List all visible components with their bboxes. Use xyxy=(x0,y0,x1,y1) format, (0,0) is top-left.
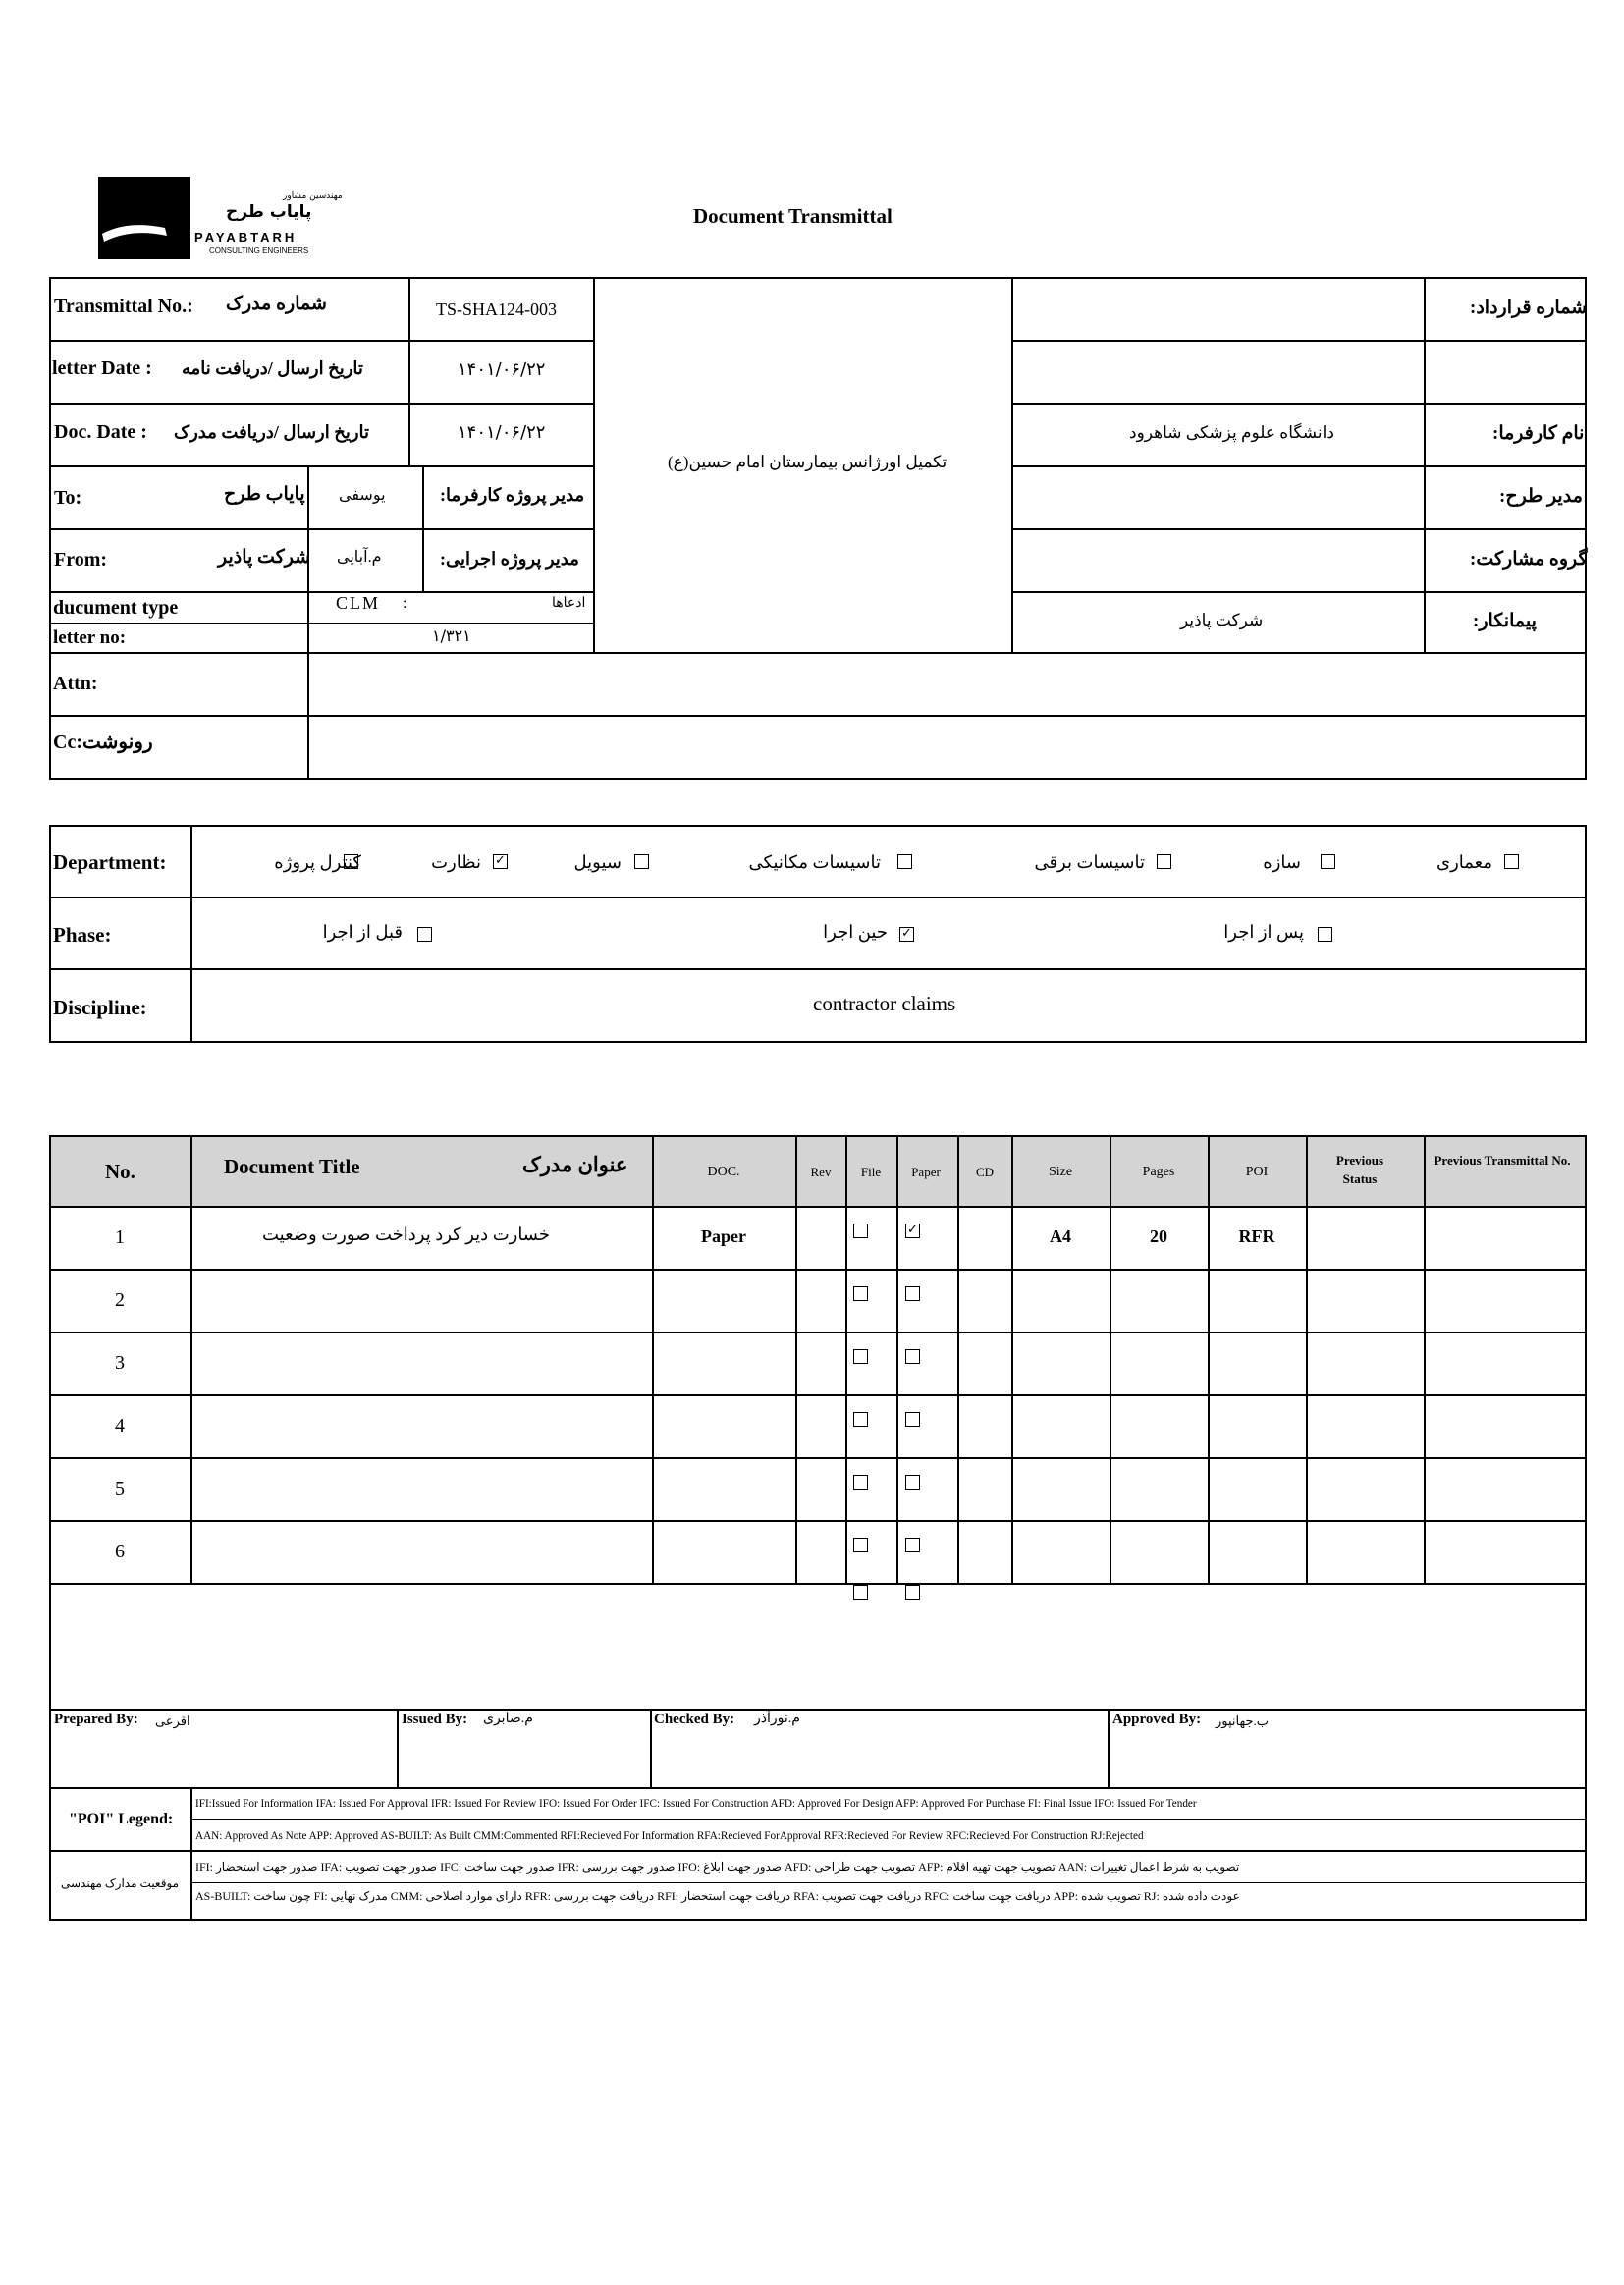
table-column-divider xyxy=(1424,1135,1426,1583)
extra-file-checkbox[interactable] xyxy=(853,1585,868,1600)
letter-date-label-fa: تاریخ ارسال /دریافت نامه xyxy=(182,358,363,378)
signature-divider xyxy=(650,1709,652,1787)
transmittal-label: Transmittal No.: xyxy=(54,296,193,317)
letter-no-value: ۱/۳۲۱ xyxy=(432,626,471,645)
th-prev-status: Previous Status xyxy=(1335,1153,1384,1186)
phase-option-label: پس از اجرا xyxy=(1223,922,1304,942)
checked-label: Checked By: xyxy=(654,1712,735,1727)
from-role: مدیر پروژه اجرایی: xyxy=(440,549,579,569)
row-number: 3 xyxy=(115,1352,125,1374)
prepared-value: اقرعی xyxy=(155,1714,190,1728)
extra-paper-checkbox[interactable] xyxy=(905,1585,920,1600)
letter-date-value: ۱۴۰۱/۰۶/۲۲ xyxy=(458,359,546,380)
row-number: 1 xyxy=(115,1226,125,1248)
legend-line-1: IFI:Issued For Information IFA: Issued For Approval IFR: Issued For Review IFO: Issued For Order IFC: Issued For Construction AFD: Approved For Design AFP: Approved For Purchase FI: Final Issue IFO: Issued For Tender xyxy=(195,1798,1197,1810)
row-file-checkbox[interactable] xyxy=(853,1286,868,1301)
table-row-divider xyxy=(49,1269,1587,1271)
department-checkbox[interactable] xyxy=(634,854,649,869)
signature-divider xyxy=(397,1709,399,1787)
logo-tagline: مهندسین مشاور xyxy=(283,191,343,201)
approved-value: ب.جهانپور xyxy=(1216,1714,1270,1728)
table-column-divider xyxy=(190,1135,192,1583)
transmittal-label-fa: شماره مدرک xyxy=(226,294,327,314)
issued-label: Issued By: xyxy=(402,1712,468,1727)
signature-divider xyxy=(1108,1709,1110,1787)
table-column-divider xyxy=(845,1135,847,1583)
row-file-checkbox[interactable] xyxy=(853,1538,868,1552)
table-column-divider xyxy=(1110,1135,1111,1583)
logo-subtitle: CONSULTING ENGINEERS xyxy=(209,246,309,255)
row-number: 5 xyxy=(115,1478,125,1499)
discipline-label: Discipline: xyxy=(53,996,147,1019)
department-label: Department: xyxy=(53,850,167,874)
row-paper-checkbox[interactable] xyxy=(905,1349,920,1364)
logo-mark xyxy=(98,177,190,259)
doc-date-value: ۱۴۰۱/۰۶/۲۲ xyxy=(458,422,546,443)
partnership-label: گروه مشارکت: xyxy=(1470,549,1588,570)
employer-value: دانشگاه علوم پزشکی شاهرود xyxy=(1129,423,1334,442)
project-name: تکمیل اورژانس بیمارستان امام حسین(ع) xyxy=(668,453,947,471)
doc-date-label: Doc. Date : xyxy=(54,421,147,443)
logo-name-en: PAYABTARH xyxy=(194,230,298,245)
table-row-divider xyxy=(49,1206,1587,1208)
table-column-divider xyxy=(1208,1135,1210,1583)
th-title: Document Title xyxy=(224,1155,360,1178)
legend-divider xyxy=(190,1819,1587,1820)
contractor-label: پیمانکار: xyxy=(1473,611,1537,631)
letter-date-label: letter Date : xyxy=(52,357,152,379)
legend-row-top xyxy=(49,1787,1587,1789)
doctype-code: CLM xyxy=(336,593,381,613)
th-paper: Paper xyxy=(911,1165,941,1179)
row-poi: RFR xyxy=(1238,1226,1275,1246)
legend-fa-label: موقعیت مدارک مهندسی xyxy=(61,1877,180,1890)
row-file-checkbox[interactable] xyxy=(853,1224,868,1238)
logo-name-fa: پایاب طرح xyxy=(226,202,312,222)
table-column-divider xyxy=(1306,1135,1308,1583)
row-number: 4 xyxy=(115,1415,125,1437)
to-value: پایاب طرح xyxy=(224,484,305,505)
row-size: A4 xyxy=(1050,1226,1071,1246)
phase-checkbox[interactable]: ✓ xyxy=(899,927,914,942)
contract-label: شماره قرارداد: xyxy=(1470,298,1588,318)
th-size: Size xyxy=(1048,1165,1073,1179)
th-cd: CD xyxy=(975,1165,995,1179)
phase-option-label: قبل از اجرا xyxy=(322,922,403,942)
department-option-label: سازه xyxy=(1263,852,1301,872)
department-checkbox[interactable] xyxy=(1504,854,1519,869)
from-value: شرکت پاذیر xyxy=(218,547,311,568)
department-checkbox[interactable]: ✓ xyxy=(493,854,508,869)
to-label: To: xyxy=(54,487,82,509)
table-column-divider xyxy=(795,1135,797,1583)
department-option-label: تاسیسات مکانیکی xyxy=(748,852,881,872)
legend-line-3: IFI: صدور جهت استحضار IFA: صدور جهت تصویب IFC: صدور جهت ساخت IFR: صدور جهت بررسی IFO: صدور جهت ابلاغ AFD: تصویب جهت طراحی AFP: تصویب جهت تهیه اقلام AAN: تصویب به شرط اعمال تغییرات xyxy=(195,1860,1240,1874)
th-file: File xyxy=(860,1165,882,1179)
table-column-divider xyxy=(1011,1135,1013,1583)
department-option-label: تاسیسات برقی xyxy=(1034,852,1145,872)
department-checkbox[interactable] xyxy=(1157,854,1171,869)
department-option-label: سیویل xyxy=(573,852,622,872)
to-name: یوسفی xyxy=(339,487,386,504)
checked-value: م.نورآذر xyxy=(754,1712,800,1726)
table-row-divider xyxy=(49,1457,1587,1459)
doctype-fa: ادعاها xyxy=(552,596,586,611)
th-title-fa: عنوان مدرک xyxy=(522,1153,628,1176)
contractor-value: شرکت پاذیر xyxy=(1180,611,1264,629)
th-prev-transmittal: Previous Transmittal No. xyxy=(1434,1153,1571,1168)
th-doc: DOC. xyxy=(707,1165,740,1179)
table-column-divider xyxy=(957,1135,959,1583)
row-file-checkbox[interactable] xyxy=(853,1349,868,1364)
legend-label: "POI" Legend: xyxy=(69,1811,174,1827)
to-role: مدیر پروژه کارفرما: xyxy=(440,485,585,505)
department-option-label: نظارت xyxy=(431,852,481,872)
doctype-separator: : xyxy=(403,595,407,612)
signature-row-top xyxy=(49,1709,1587,1711)
legend-fa-divider xyxy=(190,1882,1587,1883)
from-label: From: xyxy=(54,549,108,571)
row-paper-checkbox[interactable] xyxy=(905,1286,920,1301)
phase-label: Phase: xyxy=(53,923,112,947)
approved-label: Approved By: xyxy=(1112,1712,1202,1727)
row-pages: 20 xyxy=(1150,1226,1167,1246)
row-paper-checkbox[interactable]: ✓ xyxy=(905,1224,920,1238)
doc-date-label-fa: تاریخ ارسال /دریافت مدرک xyxy=(174,422,370,442)
department-checkbox[interactable] xyxy=(1321,854,1335,869)
row-title: خسارت دیر کرد پرداخت صورت وضعیت xyxy=(261,1224,550,1244)
row-number: 2 xyxy=(115,1289,125,1311)
legend-line-2: AAN: Approved As Note APP: Approved AS-BUILT: As Built CMM:Commented RFI:Recieved For Information RFA:Recieved ForApproval RFR:Recieved For Review RFC:Recieved For Construction RJ:Rejected xyxy=(195,1830,1144,1842)
page-title: Document Transmittal xyxy=(693,204,893,228)
row-doc: Paper xyxy=(701,1226,746,1246)
table-column-divider xyxy=(896,1135,898,1583)
table-column-divider xyxy=(652,1135,654,1583)
department-option-label: معماری xyxy=(1436,852,1492,872)
design-manager-label: مدیر طرح: xyxy=(1499,486,1583,507)
legend-column-divider xyxy=(190,1787,192,1920)
table-row-divider xyxy=(49,1394,1587,1396)
attn-label: Attn: xyxy=(53,673,98,694)
letter-no-label: letter no: xyxy=(53,627,127,648)
department-checkbox[interactable] xyxy=(897,854,912,869)
row-file-checkbox[interactable] xyxy=(853,1412,868,1427)
phase-checkbox[interactable] xyxy=(1318,927,1332,942)
phase-checkbox[interactable] xyxy=(417,927,432,942)
row-paper-checkbox[interactable] xyxy=(905,1475,920,1490)
company-logo xyxy=(98,177,343,260)
row-paper-checkbox[interactable] xyxy=(905,1538,920,1552)
phase-option-label: حین اجرا xyxy=(823,922,888,942)
department-option-label: کنترل پروژه xyxy=(274,852,361,872)
transmittal-number: TS-SHA124-003 xyxy=(436,299,558,319)
doctype-label: ducument type xyxy=(53,597,179,619)
th-poi: POI xyxy=(1245,1165,1269,1179)
th-pages: Pages xyxy=(1142,1165,1175,1179)
th-rev: Rev xyxy=(810,1165,832,1179)
th-no: No. xyxy=(105,1160,135,1183)
table-row-divider xyxy=(49,1520,1587,1522)
legend-fa-top xyxy=(49,1850,1587,1852)
prepared-label: Prepared By: xyxy=(54,1712,138,1727)
cc-label: Cc:رونوشت xyxy=(53,732,153,753)
discipline-value: contractor claims xyxy=(813,992,956,1015)
issued-value: م.صابری xyxy=(483,1712,533,1726)
row-number: 6 xyxy=(115,1541,125,1562)
department-checkbox[interactable] xyxy=(344,854,358,869)
row-file-checkbox[interactable] xyxy=(853,1475,868,1490)
table-row-divider xyxy=(49,1332,1587,1333)
row-paper-checkbox[interactable] xyxy=(905,1412,920,1427)
table-row-divider xyxy=(49,1583,1587,1585)
employer-label: نام کارفرما: xyxy=(1492,423,1585,444)
from-name: م.آبایی xyxy=(337,549,382,566)
legend-line-4: AS-BUILT: چون ساخت FI: مدرک نهایی CMM: دارای موارد اصلاحی RFR: دریافت جهت بررسی RFI: دریافت جهت استحضار RFA: دریافت جهت تصویب RFC: دریافت جهت ساخت APP: تصویب شده RJ: عودت داده شده xyxy=(195,1889,1240,1903)
